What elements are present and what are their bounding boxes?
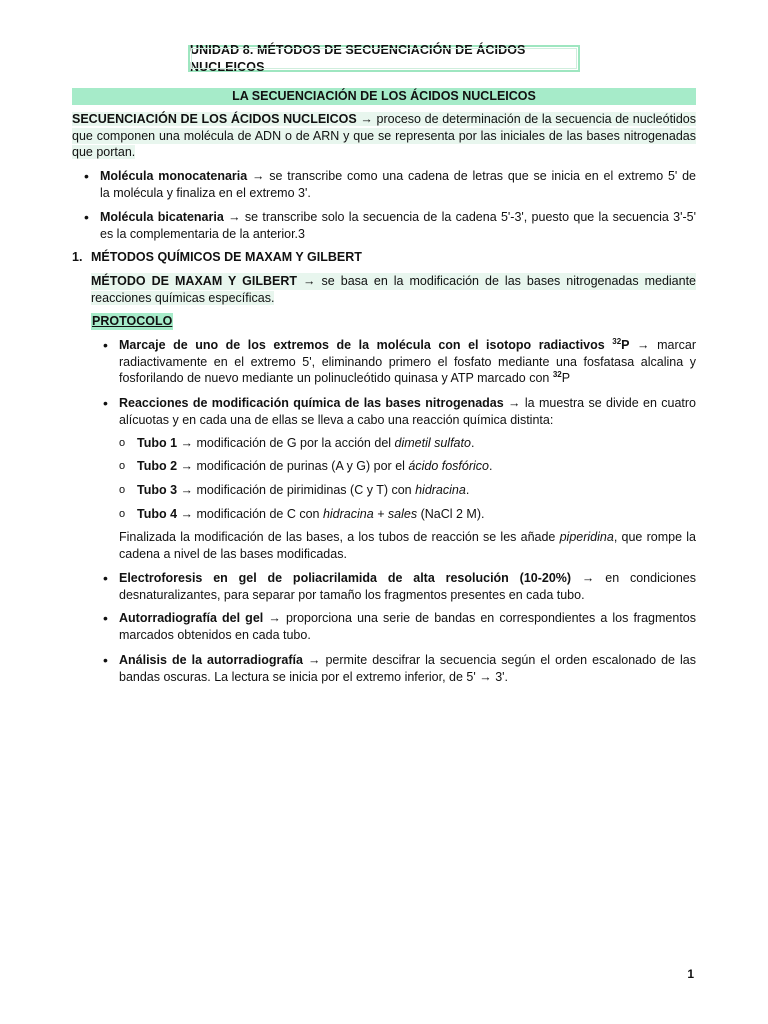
intro-term: SECUENCIACIÓN DE LOS ÁCIDOS NUCLEICOS bbox=[72, 112, 357, 126]
protocol-label: PROTOCOLO bbox=[92, 314, 173, 328]
method-definition: MÉTODO DE MAXAM Y GILBERT → se basa en la modificación de las bases nitrogenadas mediante reacciones químicas específicas. bbox=[91, 274, 696, 305]
sub-bullet-icon: o bbox=[119, 437, 126, 449]
tube-item: Tubo 4 → modificación de C con hidracina + sales (NaCl 2 M). bbox=[137, 507, 485, 521]
section-number: 1. bbox=[72, 250, 83, 264]
tube-item: Tubo 2 → modificación de purinas (A y G) por el ácido fosfórico. bbox=[137, 459, 493, 473]
list-item-bicatenaria: Molécula bicatenaria → se transcribe solo la secuencia de la cadena 5'-3', puesto que la secuencia 3'-5' es la complementaria de la anterior.3 bbox=[100, 210, 696, 241]
unit-title-text: UNIDAD 8. MÉTODOS DE SECUENCIACIÓN DE ÁCIDOS NUCLEICOS bbox=[190, 43, 526, 74]
unit-title bbox=[188, 45, 580, 72]
step-reactions: Reacciones de modificación química de las bases nitrogenadas → la muestra se divide en cuatro alícuotas y en cada una de ellas se lleva a cabo una reacción química distinta: bbox=[119, 396, 696, 427]
sub-bullet-icon: o bbox=[119, 508, 126, 520]
step-autoradiography: Autorradiografía del gel → proporciona una serie de bandas en correspondientes a los fragmentos marcados obtenidos en cada tubo. bbox=[119, 611, 696, 642]
bullet-icon: • bbox=[103, 610, 108, 626]
step-analysis: Análisis de la autorradiografía → permite descifrar la secuencia según el orden escalonado de las bandas oscuras. La lectura se inicia por el extremo inferior, de 5' → 3'. bbox=[119, 653, 696, 684]
section-title: LA SECUENCIACIÓN DE LOS ÁCIDOS NUCLEICOS bbox=[72, 88, 696, 105]
list-item-monocatenaria: Molécula monocatenaria → se transcribe como una cadena de letras que se inicia en el extremo 5' de la molécula y finaliza en el extremo 3'. bbox=[100, 169, 697, 200]
sub-bullet-icon: o bbox=[119, 484, 126, 496]
piperidine-paragraph: Finalizada la modificación de las bases, a los tubos de reacción se les añade piperidina, que rompe la cadena a nivel de las bases modificadas. bbox=[119, 530, 696, 561]
bullet-icon: • bbox=[84, 168, 89, 184]
intro-definition: SECUENCIACIÓN DE LOS ÁCIDOS NUCLEICOS → proceso de determinación de la secuencia de nucleótidos que componen una molécula de ADN o de ARN y que se representa por las iniciales de las bases nitrogenadas que portan. bbox=[72, 112, 696, 159]
bullet-icon: • bbox=[103, 652, 108, 668]
bullet-icon: • bbox=[84, 209, 89, 225]
tube-item: Tubo 3 → modificación de pirimidinas (C y T) con hidracina. bbox=[137, 483, 470, 497]
sub-bullet-icon: o bbox=[119, 460, 126, 472]
method-heading: MÉTODOS QUÍMICOS DE MAXAM Y GILBERT bbox=[91, 250, 362, 264]
step-electrophoresis: Electroforesis en gel de poliacrilamida de alta resolución (10-20%) → en condiciones desnaturalizantes, para separar por tamaño los fragmentos presentes en cada tubo. bbox=[119, 571, 696, 602]
step-labeling: Marcaje de uno de los extremos de la molécula con el isotopo radiactivos $^{32}$P → marcar radiactivamente en el extremo 5', eliminando primero el fosfato mediante una fosfatasa alcalina y fosforilando de nuevo mediante un polinucleótido quinasa y ATP marcado con $^{32}$P bbox=[119, 337, 696, 385]
tube-item: Tubo 1 → modificación de G por la acción del dimetil sulfato. bbox=[137, 436, 475, 450]
bullet-icon: • bbox=[103, 395, 108, 411]
bullet-icon: • bbox=[103, 570, 108, 586]
bullet-icon: • bbox=[103, 337, 108, 353]
page-number: 1 bbox=[687, 967, 694, 981]
